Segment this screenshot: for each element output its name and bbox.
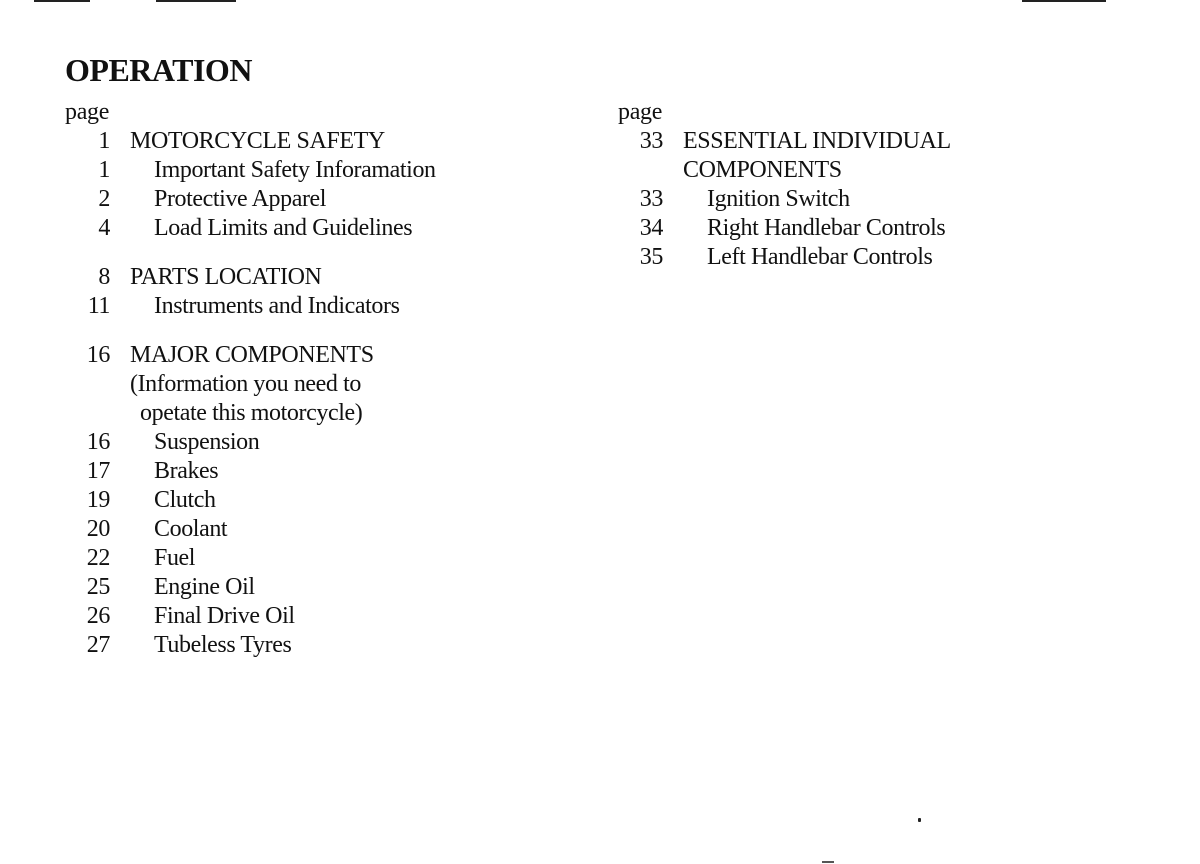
toc-entry[interactable] <box>65 185 545 214</box>
scan-speck <box>822 861 834 863</box>
toc-page-number: 33 <box>639 186 663 212</box>
toc-entry[interactable] <box>618 243 1098 272</box>
toc-page-number: 20 <box>86 516 110 542</box>
toc-right-column <box>618 98 1098 272</box>
toc-entry-text: ESSENTIAL INDIVIDUAL <box>683 128 951 154</box>
toc-entry-text: Suspension <box>154 429 260 455</box>
toc-entry-text: PARTS LOCATION <box>130 264 322 290</box>
top-rule-right <box>1022 0 1106 2</box>
toc-entry[interactable] <box>65 399 545 428</box>
toc-entry[interactable] <box>65 292 545 321</box>
toc-page-number <box>65 370 110 399</box>
toc-page-number: 4 <box>98 215 110 241</box>
toc-entry[interactable] <box>65 214 545 243</box>
toc-entry[interactable] <box>65 370 545 399</box>
toc-entry-text: Tubeless Tyres <box>154 632 292 658</box>
group-spacer <box>65 243 545 263</box>
toc-entry-text: Clutch <box>154 487 216 513</box>
page-column-heading: page <box>618 99 663 125</box>
toc-entry-text: Ignition Switch <box>707 186 850 212</box>
toc-page-number: 22 <box>86 545 110 571</box>
toc-entry[interactable] <box>65 515 545 544</box>
toc-page-number: 2 <box>98 186 110 212</box>
toc-entry[interactable] <box>65 457 545 486</box>
toc-section-entry[interactable] <box>65 127 545 156</box>
top-rule-middle <box>156 0 236 2</box>
toc-section-entry[interactable] <box>65 263 545 292</box>
toc-page-number <box>618 156 663 185</box>
toc-page-number: 19 <box>86 487 110 513</box>
toc-section-entry[interactable] <box>65 341 545 370</box>
toc-entry[interactable] <box>65 573 545 602</box>
group-spacer <box>65 321 545 341</box>
toc-entry-text: Final Drive Oil <box>154 603 295 629</box>
toc-groups <box>65 127 545 660</box>
toc-page-number: 11 <box>87 293 110 319</box>
toc-page-number: 27 <box>86 632 110 658</box>
toc-entry-text: Instruments and Indicators <box>154 293 400 319</box>
toc-entry-text: COMPONENTS <box>683 157 842 183</box>
toc-entry-text: (Information you need to <box>130 371 361 397</box>
toc-entry-text: Coolant <box>154 516 228 542</box>
toc-page-number: 16 <box>86 429 110 455</box>
toc-page-number: 25 <box>86 574 110 600</box>
toc-page-number <box>65 399 110 428</box>
toc-entry-text: MAJOR COMPONENTS <box>130 342 374 368</box>
toc-entry[interactable] <box>65 156 545 185</box>
toc-page-number: 16 <box>86 342 110 368</box>
toc-page-number: 35 <box>639 244 663 270</box>
toc-entry-text: Left Handlebar Controls <box>707 244 933 270</box>
toc-section-entry[interactable] <box>618 127 1098 156</box>
toc-entry-text: Load Limits and Guidelines <box>154 215 413 241</box>
page-column-heading: page <box>65 99 110 125</box>
toc-entry[interactable] <box>65 486 545 515</box>
toc-entry-text: Engine Oil <box>154 574 255 600</box>
toc-entry[interactable] <box>65 631 545 660</box>
toc-entry-text: Protective Apparel <box>154 186 327 212</box>
toc-page-number: 34 <box>639 215 663 241</box>
toc-page-number: 17 <box>86 458 110 484</box>
toc-page-number: 33 <box>639 128 663 154</box>
toc-entry-text: Fuel <box>154 545 196 571</box>
toc-page-number: 26 <box>86 603 110 629</box>
toc-page-number: 1 <box>98 157 110 183</box>
scan-speck <box>918 818 921 822</box>
toc-page-number: 1 <box>98 128 110 154</box>
toc-groups <box>618 127 1098 272</box>
toc-left-column <box>65 98 545 660</box>
top-rule-left <box>34 0 90 2</box>
toc-entry-text: Brakes <box>154 458 219 484</box>
toc-entry-text: opetate this motorcycle) <box>140 400 363 426</box>
page-title: OPERATION <box>65 52 252 88</box>
toc-entry[interactable] <box>65 602 545 631</box>
toc-page-number: 8 <box>98 264 110 290</box>
toc-entry[interactable] <box>618 185 1098 214</box>
toc-entry[interactable] <box>65 428 545 457</box>
toc-entry[interactable] <box>65 544 545 573</box>
toc-entry-text: Important Safety Inforamation <box>154 157 436 183</box>
toc-entry[interactable] <box>618 156 1098 185</box>
toc-entry[interactable] <box>618 214 1098 243</box>
toc-entry-text: Right Handlebar Controls <box>707 215 946 241</box>
toc-entry-text: MOTORCYCLE SAFETY <box>130 128 385 154</box>
